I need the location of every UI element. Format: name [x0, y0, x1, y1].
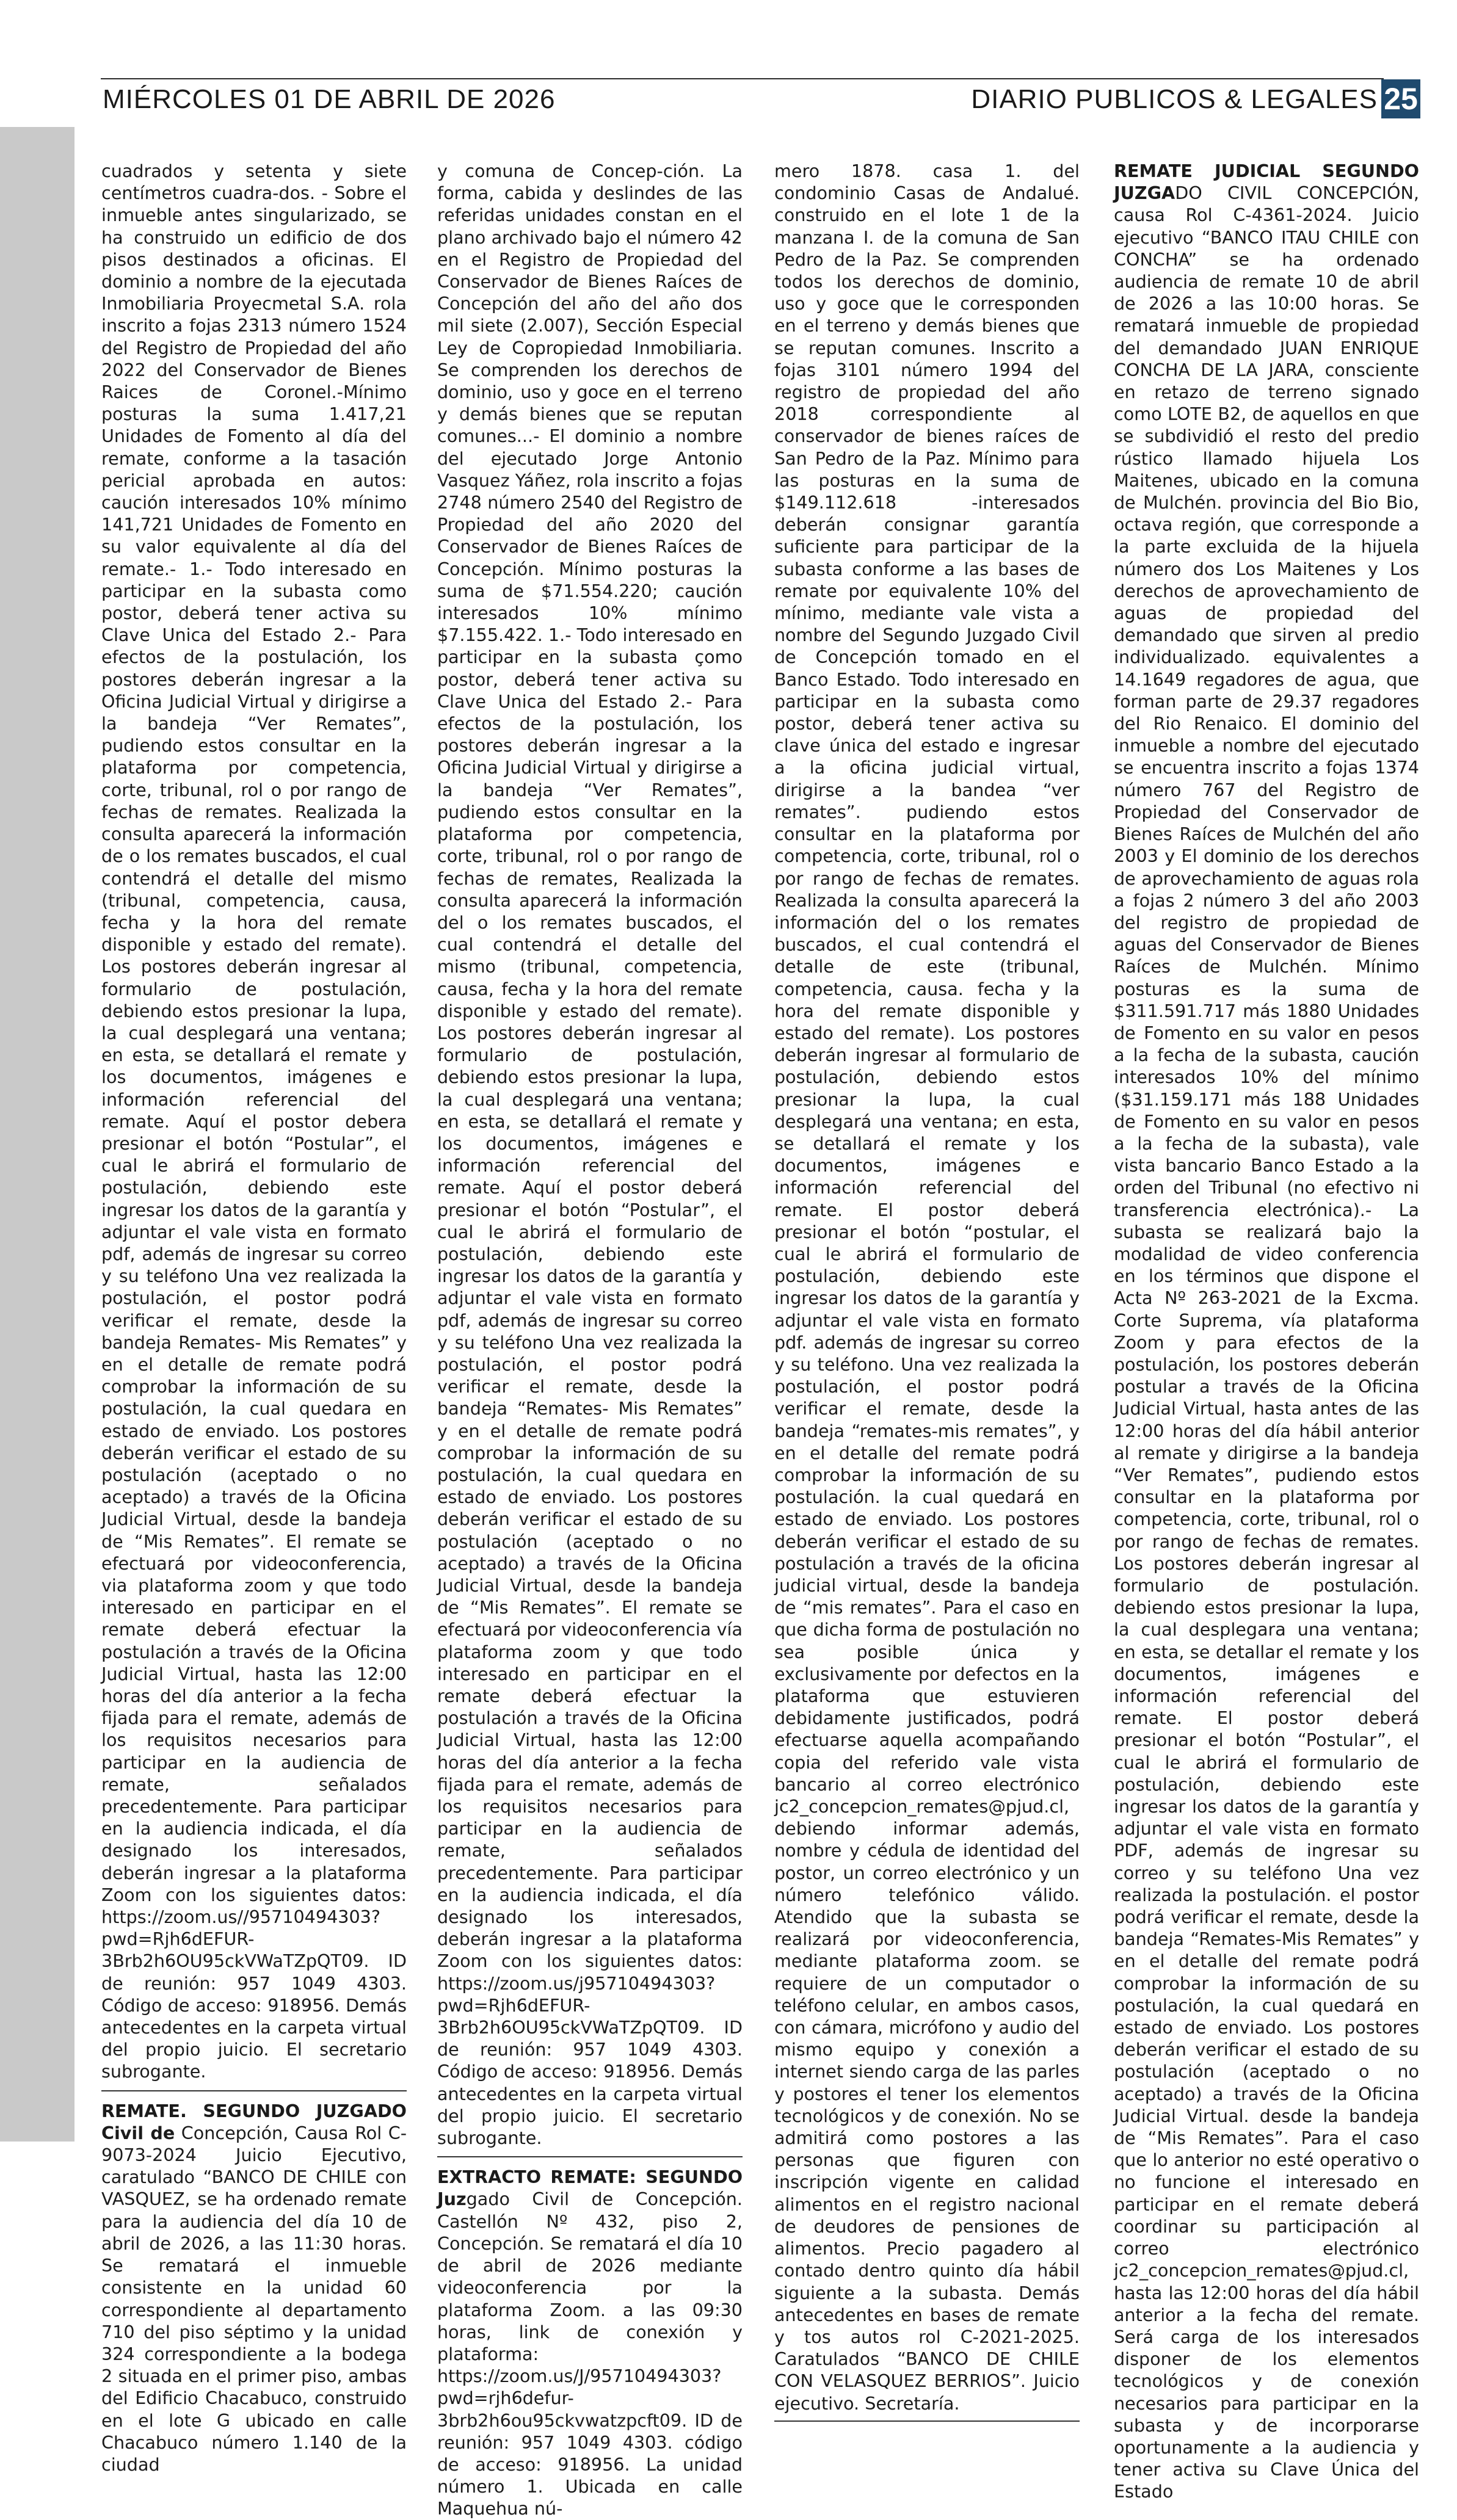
- notice-text: [1114, 160, 1419, 2503]
- column-2: [437, 160, 743, 2520]
- header-publication: DIARIO PUBLICOS & LEGALES: [971, 84, 1378, 114]
- notice-body: DO CIVIL CONCEPCIÓN, causa Rol C-4361-2024. Juicio ejecutivo “BANCO ITAU CHILE con CONCHA” se ha ordenado audiencia de remate 10 de abril de 2026 a las 10:00 horas. Se rematará inmueble de propiedad del demandado JUAN ENRIQUE CONCHA DE LA JARA, consciente en retazo de terreno signado como LOTE B2, de aquellos en que se subdividió el resto del predio rústico llamado hijuela Los Maitenes, ubicado en la comuna de Mulchén. provincia del Bio Bio, octava región, que corresponde a la parte excluida de la hijuela número dos Los Maitenes y Los derechos de aprovechamiento de aguas de propiedad del demandado que sirven al predio individualizado. equivalentes a 14.1649 regadores de agua, que forman parte de 29.37 regadores del Rio Renaico. El dominio del inmueble a nombre del ejecutado se encuentra inscrito a fojas 1374 número 767 del Registro de Propiedad del Conservador de Bienes Raíces de Mulchén del año 2003 y El dominio de los derechos de aprovechamiento de aguas rola a fojas 2 número 3 del año 2003 del registro de propiedad de aguas del Conservador de Bienes Raíces de Mulchén. Mínimo posturas es la suma de $311.591.717 más 1880 Unidades de Fomento en su valor en pesos a la fecha de la subasta, caución interesados 10% del mínimo ($31.159.171 más 188 Unidades de Fomento en su valor en pesos a la fecha de la subasta), vale vista bancario Banco Estado a la orden del Tribunal (no efectivo ni transferencia electrónica).- La subasta se realizará bajo la modalidad de video conferencia en los términos que dispone el Acta Nº 263-2021 de la Excma. Corte Suprema, vía plataforma Zoom y para efectos de la postulación, los postores deberán postular a través de la Oficina Judicial Virtual, hasta antes de las 12:00 horas del día hábil anterior al remate y dirigirse a la bandeja “Ver Remates”, pudiendo estos consultar en la plataforma por competencia, corte, tribunal, rol o por rango de fechas de remates. Los postores deberán ingresar al formulario de postulación. debiendo estos presionar la lupa, la cual desplegara una ventana; en esta, se detallar el remate y los documentos, imágenes e información referencial del remate. El postor deberá presionar el botón “Postular”, el cual le abrirá el formulario de postulación, debiendo este ingresar los datos de la garantía y adjuntar el vale vista en formato PDF, además de ingresar su correo y su teléfono Una vez realizada la postulación. el postor podrá verificar el remate, desde la bandeja “Remates-Mis Remates” y en el detalle del remate podrá comprobar la información de su postulación, la cual quedará en estado de enviado. Los postores deberán verificar el estado de su postulación (aceptado o no aceptado) a través de la Oficina Judicial Virtual. desde la bandeja de “Mis Remates”. Para el caso que lo anterior no esté operativo o no funcione el interesado en participar en el remate deberá coordinar su participación al correo electrónico jc2_concepcion_remates@pjud.cl, hasta las 12:00 horas del día hábil anterior a la fecha del remate. Será carga de los interesados disponer de los elementos tecnológicos y de conexión necesarios para participar en la subasta y de incorporarse oportunamente a la audiencia y tener activa su Clave Única del Estado: [1114, 183, 1419, 2502]
- notice-separator: [101, 2090, 407, 2091]
- notice-heading: REMATE JUDICIAL SEGUNDO JUZGA: [1114, 161, 1419, 204]
- notice-text: mero 1878. casa 1. del condominio Casas de Andalué. construido en el lote 1 de la manzana I. de la comuna de San Pedro de la Paz. Se comprenden todos los derechos de dominio, uso y goce que le corresponden en el terreno y demás bienes que se reputan comunes. Inscrito a fojas 3101 número 1994 del registro de propiedad del año 2018 correspondiente al conservador de bienes raíces de San Pedro de la Paz. Mínimo para las posturas en la suma de $149.112.618 -interesados deberán consignar garantía suficiente para participar de la subasta conforme a las bases de remate por equivalente 10% del mínimo, mediante vale vista a nombre del Segundo Juzgado Civil de Concepción tomado en el Banco Estado. Todo interesado en participar en la subasta como postor, deberá tener activa su clave única del estado e ingresar a la oficina judicial virtual, dirigirse a la bandea “ver remates”. pudiendo estos consultar en la plataforma por competencia, corte, tribunal, rol o por rango de fechas de remates. Realizada la consulta aparecerá la información del o los remates buscados, el cual contendrá el detalle de este (tribunal, competencia, causa. fecha y la hora del remate disponible y estado del remate). Los postores deberán ingresar al formulario de postulación, debiendo estos presionar la lupa, la cual desplegará una ventana; en esta, se detallará el remate y los documentos, imágenes e información referencial del remate. El postor deberá presionar el botón “postular, el cual le abrirá el formulario de postulación, debiendo este ingresar los datos de la garantía y adjuntar el vale vista en formato pdf. además de ingresar su correo y su teléfono. Una vez realizada la postulación, el postor podrá verificar el remate, desde la bandeja “remates-mis remates”, y en el detalle del remate podrá comprobar la información de su postulación. la cual quedará en estado de enviado. Los postores deberán verificar el estado de su postulación a través de la oficina judicial virtual, desde la bandeja de “mis remates”. Para el caso en que dicha forma de postulación no sea posible única y exclusivamente por defectos en la plataforma que estuvieren debidamente justificados, podrá efectuarse aquella acompañando copia del referido vale vista bancario al correo electrónico jc2_concepcion_remates@pjud.cl, debiendo informar además, nombre y cédula de identidad del postor, un correo electrónico y un número telefónico válido. Atendido que la subasta se realizará por videoconferencia, mediante plataforma zoom. se requiere de un computador o teléfono celular, en ambos casos, con cámara, micrófono y audio del mismo equipo y conexión a internet siendo carga de las parles y postores el tener los elementos tecnológicos y de conexión. No se admitirá como postores a las personas que figuren con inscripción vigente en calidad alimentos en el registro nacional de deudores de pensiones de alimentos. Precio pagadero al contado dentro quinto día hábil siguiente a la subasta. Demás antecedentes en bases de remate y tos autos rol C-2021-2025. Caratulados “BANCO DE CHILE CON VELASQUEZ BERRIOS”. Juicio ejecutivo. Secretaría.: [774, 161, 1080, 2414]
- notice-text: [101, 2100, 407, 2475]
- page-number-badge: 25: [1381, 79, 1420, 118]
- column-1: [101, 160, 407, 2475]
- notice-body: gado Civil de Concepción. Castellón Nº 432, piso 2, Concepción. Se rematará el día 10 de abril de 2026 mediante videoconferencia por la plataforma Zoom. a las 09:30 horas, link de conexión y plataforma: https://zoom.us/J/95710494303?pwd=rjh6defur-3brb2h6ou95ckvwatzpcft09. ID de reunión: 957 1049 4303. código de acceso: 918956. La unidad número 1. Ubicada en calle Maquehua nú-: [437, 2189, 743, 2519]
- notice-end-rule: [774, 2420, 1080, 2422]
- notice-text: y comuna de Concep-ción. La forma, cabida y deslindes de las referidas unidades constan en el plano archivado bajo el número 42 en el Registro de Propiedad del Conservador de Bienes Raíces de Concepción del año del año dos mil siete (2.007), Sección Especial Ley de Copropiedad Inmobiliaria. Se comprenden los derechos de dominio, uso y goce en el terreno y demás bienes que se reputan comunes...- El dominio a nombre del ejecutado Jorge Antonio Vasquez Yáñez, rola inscrito a fojas 2748 número 2540 del Registro de Propiedad del año 2020 del Conservador de Bienes Raíces de Concepción. Mínimo posturas la suma de $71.554.220; caución interesados 10% mínimo $7.155.422. 1.- Todo interesado en participar en la subasta çomo postor, deberá tener activa su Clave Unica del Estado 2.- Para efectos de la postulación, los postores deberán ingresar a la Oficina Judicial Virtual y dirigirse a la bandeja “Ver Remates”, pudiendo estos consultar en la plataforma por competencia, corte, tribunal, rol o por rango de fechas de remates, Realizada la consulta aparecerá la información del o los remates buscados, el cual contendrá el detalle del mismo (tribunal, competencia, causa, fecha y la hora del remate disponible y estado del remate). Los postores deberán ingresar al formulario de postulación, debiendo estos presionar la lupa, la cual desplegará una ventana; en esta, se detaIlará el remate y los documentos, imágenes e información referencial del remate. Aquí el postor deberá presionar el botón “Postular”, el cual le abrirá el formulario de postulación, debiendo este ingresar los datos de la garantía y adjuntar el vale vista en formato pdf, además de ingresar su correo y su teléfono Una vez realizada la postulación, el postor podrá verificar el remate, desde la bandeja “Remates- Mis Remates” y en el detalle de remate podrá comprobar la información de su postulación, la cual quedara en estado de enviado. Los postores deberán verificar el estado de su postulación (aceptado o no aceptado) a través de la Oficina Judicial Virtual, desde la bandeja de “Mis Remates”. El remate se efectuará por videoconferencia vía plataforma zoom y que todo interesado en participar en el remate deberá efectuar la postulación a través de la Oficina Judicial Virtual, hasta las 12:00 horas del día anterior a la fecha fijada para el remate, además de los requisitos necesarios para participar en la audiencia de remate, señalados precedentemente. Para participar en la audiencia indicada, el día designado los interesados, deberán ingresar a la plataforma Zoom con los siguientes datos: https://zoom.us/j95710494303?pwd=Rjh6dEFUR-3Brb2h6OU95ckVWaTZpQT09. ID de reunión: 957 1049 4303. Código de acceso: 918956. Demás antecedentes en la carpeta virtual del propio juicio. El secretario subrogante.: [437, 161, 743, 2149]
- notice-text: [437, 2166, 743, 2519]
- header-date: MIÉRCOLES 01 DE ABRIL DE 2026: [103, 84, 556, 114]
- notice-body: Concepción, Causa Rol C-9073-2024 Juicio Ejecutivo, caratulado “BANCO DE CHILE con VASQUEZ, se ha ordenado remate para la audiencia del día 10 de abril de 2026, a las 11:30 horas. Se rematará el inmueble consistente en la unidad 60 correspondiente al departamento 710 del piso séptimo y la unidad 324 correspondiente a la bodega 2 situada en el primer piso, ambas del Edificio Chacabuco, construido en el lote G ubicado en calle Chacabuco número 1.140 de la ciudad: [101, 2122, 407, 2475]
- column-4: [1114, 160, 1419, 2503]
- notice-heading: REMATE. SEGUNDO JUZGADO Civil de: [101, 2100, 407, 2143]
- column-3: [774, 160, 1080, 2422]
- notice-heading: EXTRACTO REMATE: SEGUNDO Juz: [437, 2167, 743, 2210]
- notice-text: cuadrados y setenta y siete centímetros cuadra-dos. - Sobre el inmueble antes singularizado, se ha construido un edificio de dos pisos destinados a oficinas. El dominio a nombre de la ejecutada Inmobiliaria Proyecmetal S.A. rola inscrito a fojas 2313 número 1524 del Registro de Propiedad del año 2022 del Conservador de Bienes Raices de Coronel.-Mínimo posturas la suma 1.417,21 Unidades de Fomento al día del remate, conforme a la tasación pericial aprobada en autos: caución interesados 10% mínimo 141,721 Unidades de Fomento en su valor equivalente al día del remate.- 1.- Todo interesado en participar en la subasta como postor, deberá tener activa su Clave Unica del Estado 2.- Para efectos de la postulación, los postores deberán ingresar a la Oficina Judicial Virtual y dirigirse a la bandeja “Ver Remates”, pudiendo estos consultar en la plataforma por competencia, corte, tribunal, rol o por rango de fechas de remates. Realizada la consulta aparecerá la información de o los remates buscados, el cual contendrá el detalle del mismo (tribunal, competencia, causa, fecha y la hora del remate disponible y estado del remate). Los postores deberán ingresar al formulario de postulación, debiendo estos presionar la lupa, la cual desplegará una ventana; en esta, se detallará el remate y los documentos, imágenes e información referencial del remate. Aquí el postor debera presionar el botón “Postular”, el cual le abrirá el formulario de postulación, debiendo este ingresar los datos de la garantía y adjuntar el vale vista en formato pdf, además de ingresar su correo y su teléfono Una vez realizada la postulación, el postor podrá verificar el remate, desde la bandeja Remates- Mis Remates” y en el detalle de remate podrá comprobar la información de su postulación, la cual quedara en estado de enviado. Los postores deberán verificar el estado de su postulación (aceptado o no aceptado) a través de la Oficina Judicial Virtual, desde la bandeja de “Mis Remates”. El remate se efectuará por videoconferencia, via plataforma zoom y que todo interesado en participar en el remate deberá efectuar la postulación a través de la Oficina Judicial Virtual, hasta las 12:00 horas del día anterior a la fecha fijada para el remate, además de los requisitos necesarios para participar en la audiencia de remate, señalados precedentemente. Para participar en la audiencia indicada, el día designado los interesados, deberán ingresar a la plataforma Zoom con los siguientes datos: https://zoom.us//95710494303?pwd=Rjh6dEFUR-3Brb2h6OU95ckVWaTZpQT09. ID de reunión: 957 1049 4303. Código de acceso: 918956. Demás antecedentes en la carpeta virtual del propio juicio. El secretario subrogante.: [101, 161, 407, 2082]
- header-rule: [101, 78, 1384, 79]
- notice-separator: [437, 2156, 743, 2157]
